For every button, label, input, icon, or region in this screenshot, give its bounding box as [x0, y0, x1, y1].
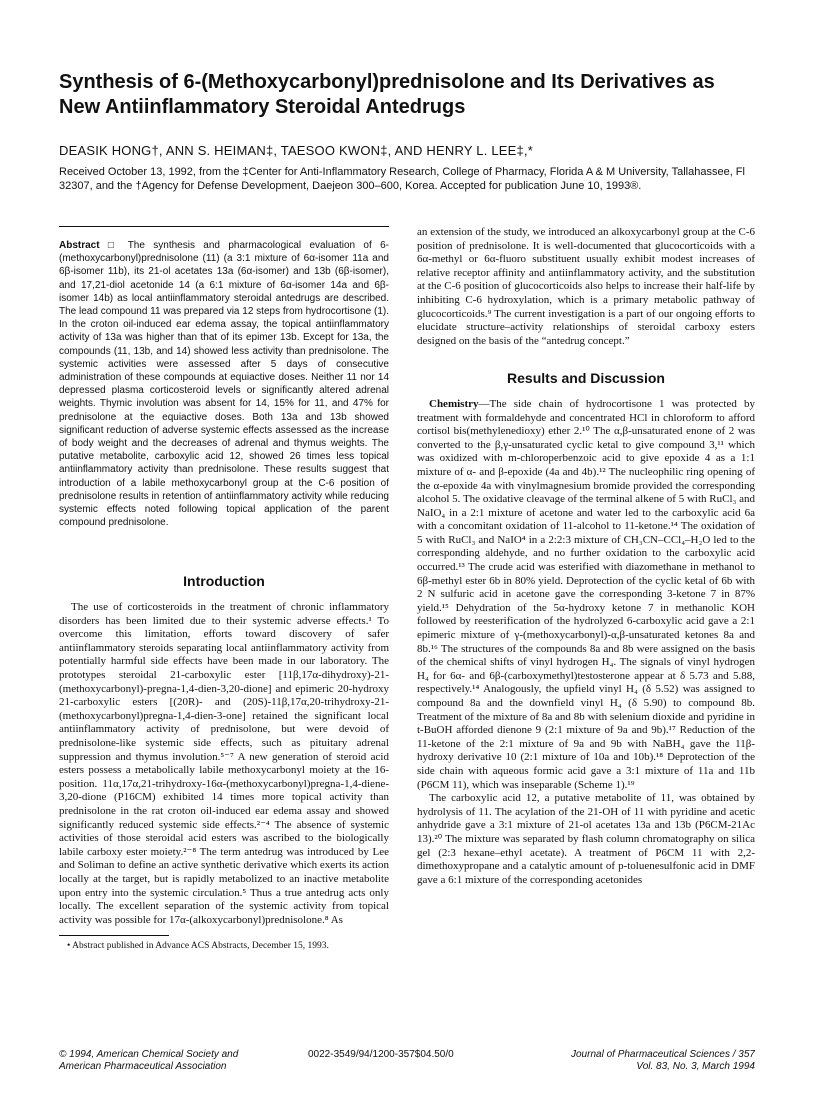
- abstract-text: The synthesis and pharmacological evaluation of 6-(methoxycarbonyl)prednisolone (11) (a 3:1 mixture of 6α-isomer 11a and 6β-isomer 11b), its 21-ol acetates 13a (6α-isomer) and 13b (6β-isomer), and 17,21-diol acetonide 14 (a 6:1 mixture of 6α-isomer 14a and 6β-isomer 14b) as local antiinflammatory steroidal antedrugs are described. The lead compound 11 was prepared via 12 steps from hydrocortisone (1). In the croton oil-induced ear edema assay, the topical antiinflammatory activity of 13a was higher than that of its epimer 13b. Except for 13a, the compounds (11, 13b, and 14) showed less activity than prednisolone. The systemic activities were assessed after 5 days of consecutive administration of these compounds at equiactive doses. Neither 11 nor 14 depressed plasma corticosteroid levels or significantly altered adrenal weights. Thymic involution was absent for 14, 15% for 11, and 47% for prednisolone at the equiactive doses. Both 13a and 13b showed significant reduction of adverse systemic effects assessed as the increase of body weight and the decreases of adrenal and thymus weights. The putative metabolite, carboxylic acid 12, showed 26 times less topical antiinflammatory activity than prednisolone. These results suggest that introduction of a labile methoxycarbonyl group at the C-6 position of prednisolone results in retention of antiinflammatory activity while reducing systemic effects noted following topical application of the parent compound prednisolone.: [59, 240, 389, 529]
- right-column: [417, 226, 755, 887]
- carboxylic-acid-paragraph: The carboxylic acid 12, a putative metabolite of 11, was obtained by hydrolysis of 11. The acylation of the 21-OH of 11 with pyridine and acetic anhydride gave a 3:1 mixture of 21-ol acetates 13a and 13b (P6CM-21Ac 13).²⁰ The mixture was separated by flash column chromatography on silica gel (2:3 hexane–ethyl acetate). A treatment of P6CM 11 with 2,2-dimethoxypropane and a catalytic amount of p-toluenesulfonic acid in DMF gave a 6:1 mixture of the corresponding acetonides: [417, 792, 755, 886]
- footer-copyright-line-2: American Pharmaceutical Association: [59, 1061, 227, 1072]
- footer-copyright: [59, 1049, 289, 1073]
- chemistry-paragraph: [417, 398, 755, 792]
- footnote: • Abstract published in Advance ACS Abstracts, December 15, 1993.: [67, 941, 329, 952]
- footer-journal: [535, 1049, 755, 1073]
- author-list: DEASIK HONG†, ANN S. HEIMAN‡, TAESOO KWON‡, AND HENRY L. LEE‡,*: [59, 143, 533, 158]
- footer-issn: 0022-3549/94/1200-357$04.50/0: [308, 1049, 454, 1060]
- article-title: Synthesis of 6-(Methoxycarbonyl)prednisolone and Its Derivatives as New Antiinflammatory Steroidal Antedrugs: [59, 71, 715, 118]
- introduction-heading: Introduction: [183, 573, 265, 590]
- chemistry-lead: Chemistry: [429, 397, 479, 410]
- results-heading: Results and Discussion: [507, 370, 665, 387]
- footer-journal-line-2: Vol. 83, No. 3, March 1994: [636, 1061, 755, 1072]
- abstract-label: Abstract □: [59, 240, 120, 251]
- received-dates: Received October 13, 1992, from the ‡Center for Anti-Inflammatory Research, College of Pharmacy, Florida A & M University, Tallahassee, Fl 32307, and the †Agency for Defense Development, Daejeon 300–600, Korea. Accepted for publication June 10, 1993®.: [59, 166, 745, 192]
- left-column: [59, 226, 389, 952]
- footnote-divider: [59, 935, 169, 936]
- chemistry-text: —The side chain of hydrocortisone 1 was protected by treatment with formaldehyde and concentrated HCl in chloroform to afford cortisol bis(methylenedioxy) ether 2.¹⁰ The α,β-unsaturated enone of 2 was converted to the β,γ-unsaturated cyclic ketal to give compound 3,¹¹ which was oxidized with m-chloroperbenzoic acid to give epoxide 4 as a 1:1 mixture of α- and β-epoxide (4a and 4b).¹² The nucleophilic ring opening of the α-epoxide 4a with vinylmagnesium bromide provided the corresponding alcohol 5. The oxidative cleavage of the terminal alkene of 5 with RuCl₃ and NaIO₄ in a 2:1 mixture of acetone and water led to the carboxylic acid 6a with a concomitant oxidation of 11-alcohol to 11-ketone.¹⁴ The oxidation of 5 with RuCl₃ and NaIO⁴ in a 2:2:3 mixture of CH₃CN–CCl₄–H₂O led to the corresponding aldehyde, and no further oxidation to the carboxylic acid occurred.¹³ The crude acid was esterified with diazomethane in methanol to 6β-methyl ester 6b in 80% yield. Deprotection of the cyclic ketal of 6b with 2 N sulfuric acid in acetone gave the corresponding 3-ketone 7 in 87% yield.¹⁵ Dehydration of the 5α-hydroxy ketone 7 in methanolic KOH followed by reesterification of the hydrolyzed 6-carboxylic acid gave a 2:1 epimeric mixture of γ-(methoxycarbonyl)-α,β-unsaturated ketones 8a and 8b.¹⁶ The structures of the compounds 8a and 8b were assigned on the basis of the chemical shifts of vinyl hydrogen H₄. The signals of vinyl hydrogen H₄ for 6α- and 6β-(carboxymethyl)testosterone appear at δ 5.73 and 5.88, respectively.¹⁴ Analogously, the upfield vinyl H₄ (δ 5.52) was assigned to compound 8a and the downfield vinyl H₄ (δ 5.90) to compound 8b. Treatment of the mixture of 8a and 8b with selenium dioxide and pyridine in t-BuOH afforded dienone 9 (2:1 mixture of 9a and 9b).¹⁷ Reduction of the 11-ketone of the 2:1 mixture of 9a and 9b with NaBH₄ gave the 11β-hydroxy derivative 10 (2:1 mixture of 10a and 10b).¹⁸ Deprotection of the side chain with aqueous formic acid gave a 3:1 mixture of 11a and 11b (P6CM 11), which was inseparable (Scheme 1).¹⁹: [417, 397, 755, 791]
- intro-continuation: an extension of the study, we introduced an alkoxycarbonyl group at the C-6 position of prednisolone. It is well-documented that glucocorticoids with a 6α-methyl or 6α-fluoro substituent usually exhibit modest increases of relative receptor affinity and antiinflammatory activity, and the substitution at the C-6 position of glucocorticoids also helps to increase their half-life by inhibiting C-6 hydroxylation, which is a primary metabolic pathway of glucocorticoids.⁹ The current investigation is a part of our ongoing efforts to elucidate structure–activity relationships of steroidal carboxy esters designed on the basis of the “antedrug concept.”: [417, 226, 755, 347]
- abstract: [59, 226, 389, 529]
- introduction-paragraph: The use of corticosteroids in the treatment of chronic inflammatory disorders has been limited due to their systemic adverse effects.¹ To overcome this limitation, efforts toward discovery of safer antiinflammatory steroids separating local antiinflammatory activity from potentially harmful side effects have been made in our laboratory. The prototypes steroidal 21-carboxylic ester [11β,17α-dihydroxy)-21-(methoxycarbonyl)-pregna-1,4-dien-3,20-dione] and epimeric 20-hydroxy 21-carboxylic esters [(20R)- and (20S)-11β,17α,20-trihydroxy-21-(methoxycarbonyl)pregna-1,4-dien-3-one] retained the significant local antiinflammatory activity of prednisolone, but were devoid of prednisolone-like systemic side effects, such as pituitary adrenal suppression and thymus involution.⁵⁻⁷ A new generation of steroid acid esters possess a metabolically labile methoxycarbonyl moiety at the 16-position. 11α,17α,21-trihydroxy-16α-(methoxycarbonyl)pregna-1,4-diene-3,20-dione (P16CM) exhibited 14 times more topical activity than prednisolone in the rat croton oil-induced ear edema assay and showed significantly reduced systemic side effects.²⁻⁴ The absence of systemic activities of those steroidal acid esters was ascribed to the biologically labile carboxy ester moiety.²⁻⁸ The term antedrug was introduced by Lee and Soliman to define an active synthetic derivative which exerts its action locally at the target, but is rapidly metabolized to an inactive metabolite upon entry into the systemic circulation.⁵ Thus a true antedrug acts only locally. The excellent separation of the systemic activity from topical activity was possible for 17α-(alkoxycarbonyl)prednisolone.⁸ As: [59, 601, 389, 926]
- footer-copyright-line-1: © 1994, American Chemical Society and: [59, 1049, 239, 1060]
- footer-journal-line-1: Journal of Pharmaceutical Sciences / 357: [571, 1049, 755, 1060]
